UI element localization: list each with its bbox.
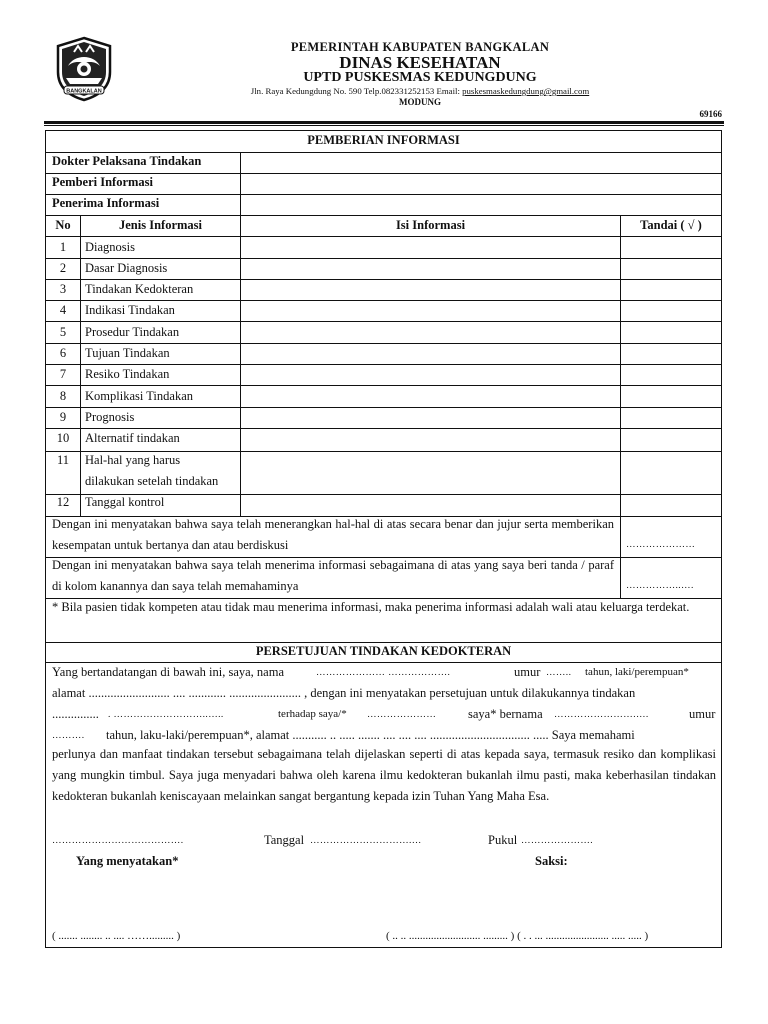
- consent-gender-text: tahun, laki/perempuan*: [585, 666, 689, 678]
- header-address: [130, 86, 710, 96]
- row-no: 11: [56, 453, 70, 467]
- row-jenis: Tanggal kontrol: [85, 495, 165, 509]
- row-no: 7: [59, 367, 67, 381]
- header-agency: DINAS KESEHATAN: [339, 53, 501, 72]
- rule: [80, 215, 81, 517]
- saksi-label: Saksi:: [535, 854, 568, 868]
- logo-text: BANGKALAN: [66, 88, 102, 95]
- rule: [46, 642, 721, 643]
- consent-terhadap-text: terhadap saya/*: [278, 708, 347, 720]
- row-no: 12: [56, 495, 70, 509]
- pukul-label: Pukul: [488, 833, 518, 847]
- row-no: 6: [59, 346, 67, 360]
- row-jenis: Prosedur Tindakan: [85, 325, 180, 339]
- row-no: 2: [59, 261, 67, 275]
- consent-line4-text: tahun, laku-laki/perempuan*, alamat ........... .. ..... ....... .... .... .... ................................ ..... Saya memahami: [106, 728, 635, 742]
- signature-patient-field[interactable]: ( ....... ........ .. .... ……......... ): [52, 930, 181, 942]
- email-link[interactable]: puskesmaskedungdung@gmail.com: [462, 86, 590, 96]
- info-section-title: PEMBERIAN INFORMASI: [307, 133, 460, 147]
- consent-umur-label: umur: [514, 665, 541, 679]
- form-frame: [45, 130, 722, 948]
- consent-umur2-field[interactable]: ……….: [52, 731, 85, 741]
- row-jenis-line2: dilakukan setelah tindakan: [85, 474, 219, 488]
- row-jenis: Dasar Diagnosis: [85, 261, 168, 275]
- note-wali: * Bila pasien tidak kompeten atau tidak mau menerima informasi, maka penerima informasi adalah wali atau keluarga terdekat.: [52, 600, 690, 614]
- dokter-field[interactable]: [241, 153, 721, 173]
- statement-doctor: Dengan ini menyatakan bahwa saya telah menerangkan hal-hal di atas secara benar dan jujur serta memberikan kesempatan untuk bertanya dan atau berdiskusi: [52, 517, 614, 552]
- header-divider-thin: [44, 125, 724, 126]
- address-text: Jln. Raya Kedungdung No. 590 Telp.082331252153 Email:: [250, 86, 463, 96]
- row-jenis: Hal-hal yang harus: [85, 453, 181, 467]
- row-jenis: Alternatif tindakan: [85, 431, 180, 445]
- consent-address-line[interactable]: alamat .......................... .... ............ ....................... , dengan ini menyatakan persetujuan untuk dilakukannya tindakan: [52, 686, 636, 700]
- consent-umur-field[interactable]: ……..: [546, 668, 572, 678]
- consent-terhadap-field[interactable]: …………………: [367, 710, 437, 720]
- consent-line1-text: Yang bertandatangan di bawah ini, saya, nama: [52, 665, 284, 679]
- row-no: 10: [56, 431, 70, 445]
- consent-name-field[interactable]: ………………… ……………….: [316, 668, 451, 678]
- row-jenis: Tindakan Kedokteran: [85, 282, 194, 296]
- pemberi-label: Pemberi Informasi: [52, 175, 154, 189]
- rule: [240, 215, 241, 517]
- col-tandai: Tandai ( √ ): [640, 218, 702, 232]
- pemberi-field[interactable]: [241, 174, 721, 194]
- dokter-label: Dokter Pelaksana Tindakan: [52, 154, 202, 168]
- postal-code: 69166: [699, 109, 722, 119]
- consent-section-title: PERSETUJUAN TINDAKAN KEDOKTERAN: [255, 644, 512, 658]
- row-no: 1: [59, 240, 67, 254]
- row-no: 9: [59, 410, 67, 424]
- header-divider-thick: [44, 121, 724, 124]
- penerima-label: Penerima Informasi: [52, 196, 160, 210]
- statement-patient-sign[interactable]: ……………..….: [626, 581, 694, 591]
- pukul-field[interactable]: ………………….: [521, 836, 594, 846]
- tanggal-label: Tanggal: [264, 833, 305, 847]
- col-jenis: Jenis Informasi: [119, 218, 202, 232]
- consent-tindakan-dots[interactable]: . ………………………..…..: [108, 710, 224, 720]
- row-jenis: Diagnosis: [85, 240, 135, 254]
- header-unit: UPTD PUSKESMAS KEDUNGDUNG: [303, 70, 537, 85]
- signature-witness-fields[interactable]: ( .. .. .......................... ......... ) ( . . ... ....................... ..... ..... ): [386, 930, 649, 942]
- col-no: No: [55, 218, 71, 232]
- row-jenis: Resiko Tindakan: [85, 367, 170, 381]
- row-no: 5: [59, 325, 67, 339]
- consent-place-field[interactable]: ………………………………….: [52, 836, 184, 846]
- statement-doctor-sign[interactable]: …………………: [626, 540, 696, 550]
- row-jenis: Komplikasi Tindakan: [85, 389, 193, 403]
- header-government: PEMERINTAH KABUPATEN BANGKALAN: [290, 40, 550, 54]
- tanggal-field[interactable]: ………………………….…: [310, 836, 422, 846]
- col-isi: Isi Informasi: [395, 218, 466, 232]
- header-city: MODUNG: [399, 97, 441, 107]
- row-jenis: Tujuan Tindakan: [85, 346, 170, 360]
- row-jenis: Indikasi Tindakan: [85, 303, 175, 317]
- consent-bernama-text: saya* bernama: [468, 707, 543, 721]
- penerima-field[interactable]: [241, 195, 721, 215]
- yang-menyatakan-label: Yang menyatakan*: [76, 854, 179, 868]
- rule: [46, 662, 721, 663]
- row-jenis: Prognosis: [85, 410, 135, 424]
- consent-body: perlunya dan manfaat tindakan tersebut sebagaimana telah dijelaskan seperti di atas kepada saya, termasuk resiko dan komplikasi yang mungkin timbul. Saya juga menyadari bahwa oleh karena ilmu kedokteran bukanlah ilmu pasti, maka keberhasilan tindakan kedokteran bukanlah keniscayaan melainkan sangat bergantung kepada izin Tuhan Yang Maha Esa.: [52, 747, 716, 803]
- bangkalan-emblem-logo: [52, 36, 116, 102]
- consent-bernama-field[interactable]: …………………….….: [554, 710, 649, 720]
- row-no: 3: [59, 282, 67, 296]
- row-no: 4: [59, 303, 67, 317]
- consent-tindakan-field[interactable]: ...............: [52, 707, 99, 721]
- row-no: 8: [59, 389, 67, 403]
- rule: [620, 215, 621, 598]
- statement-patient: Dengan ini menyatakan bahwa saya telah menerima informasi sebagaimana di atas yang saya beri tanda / paraf di kolom kanannya dan saya telah memahaminya: [52, 558, 614, 593]
- consent-umur2-label: umur: [689, 707, 716, 721]
